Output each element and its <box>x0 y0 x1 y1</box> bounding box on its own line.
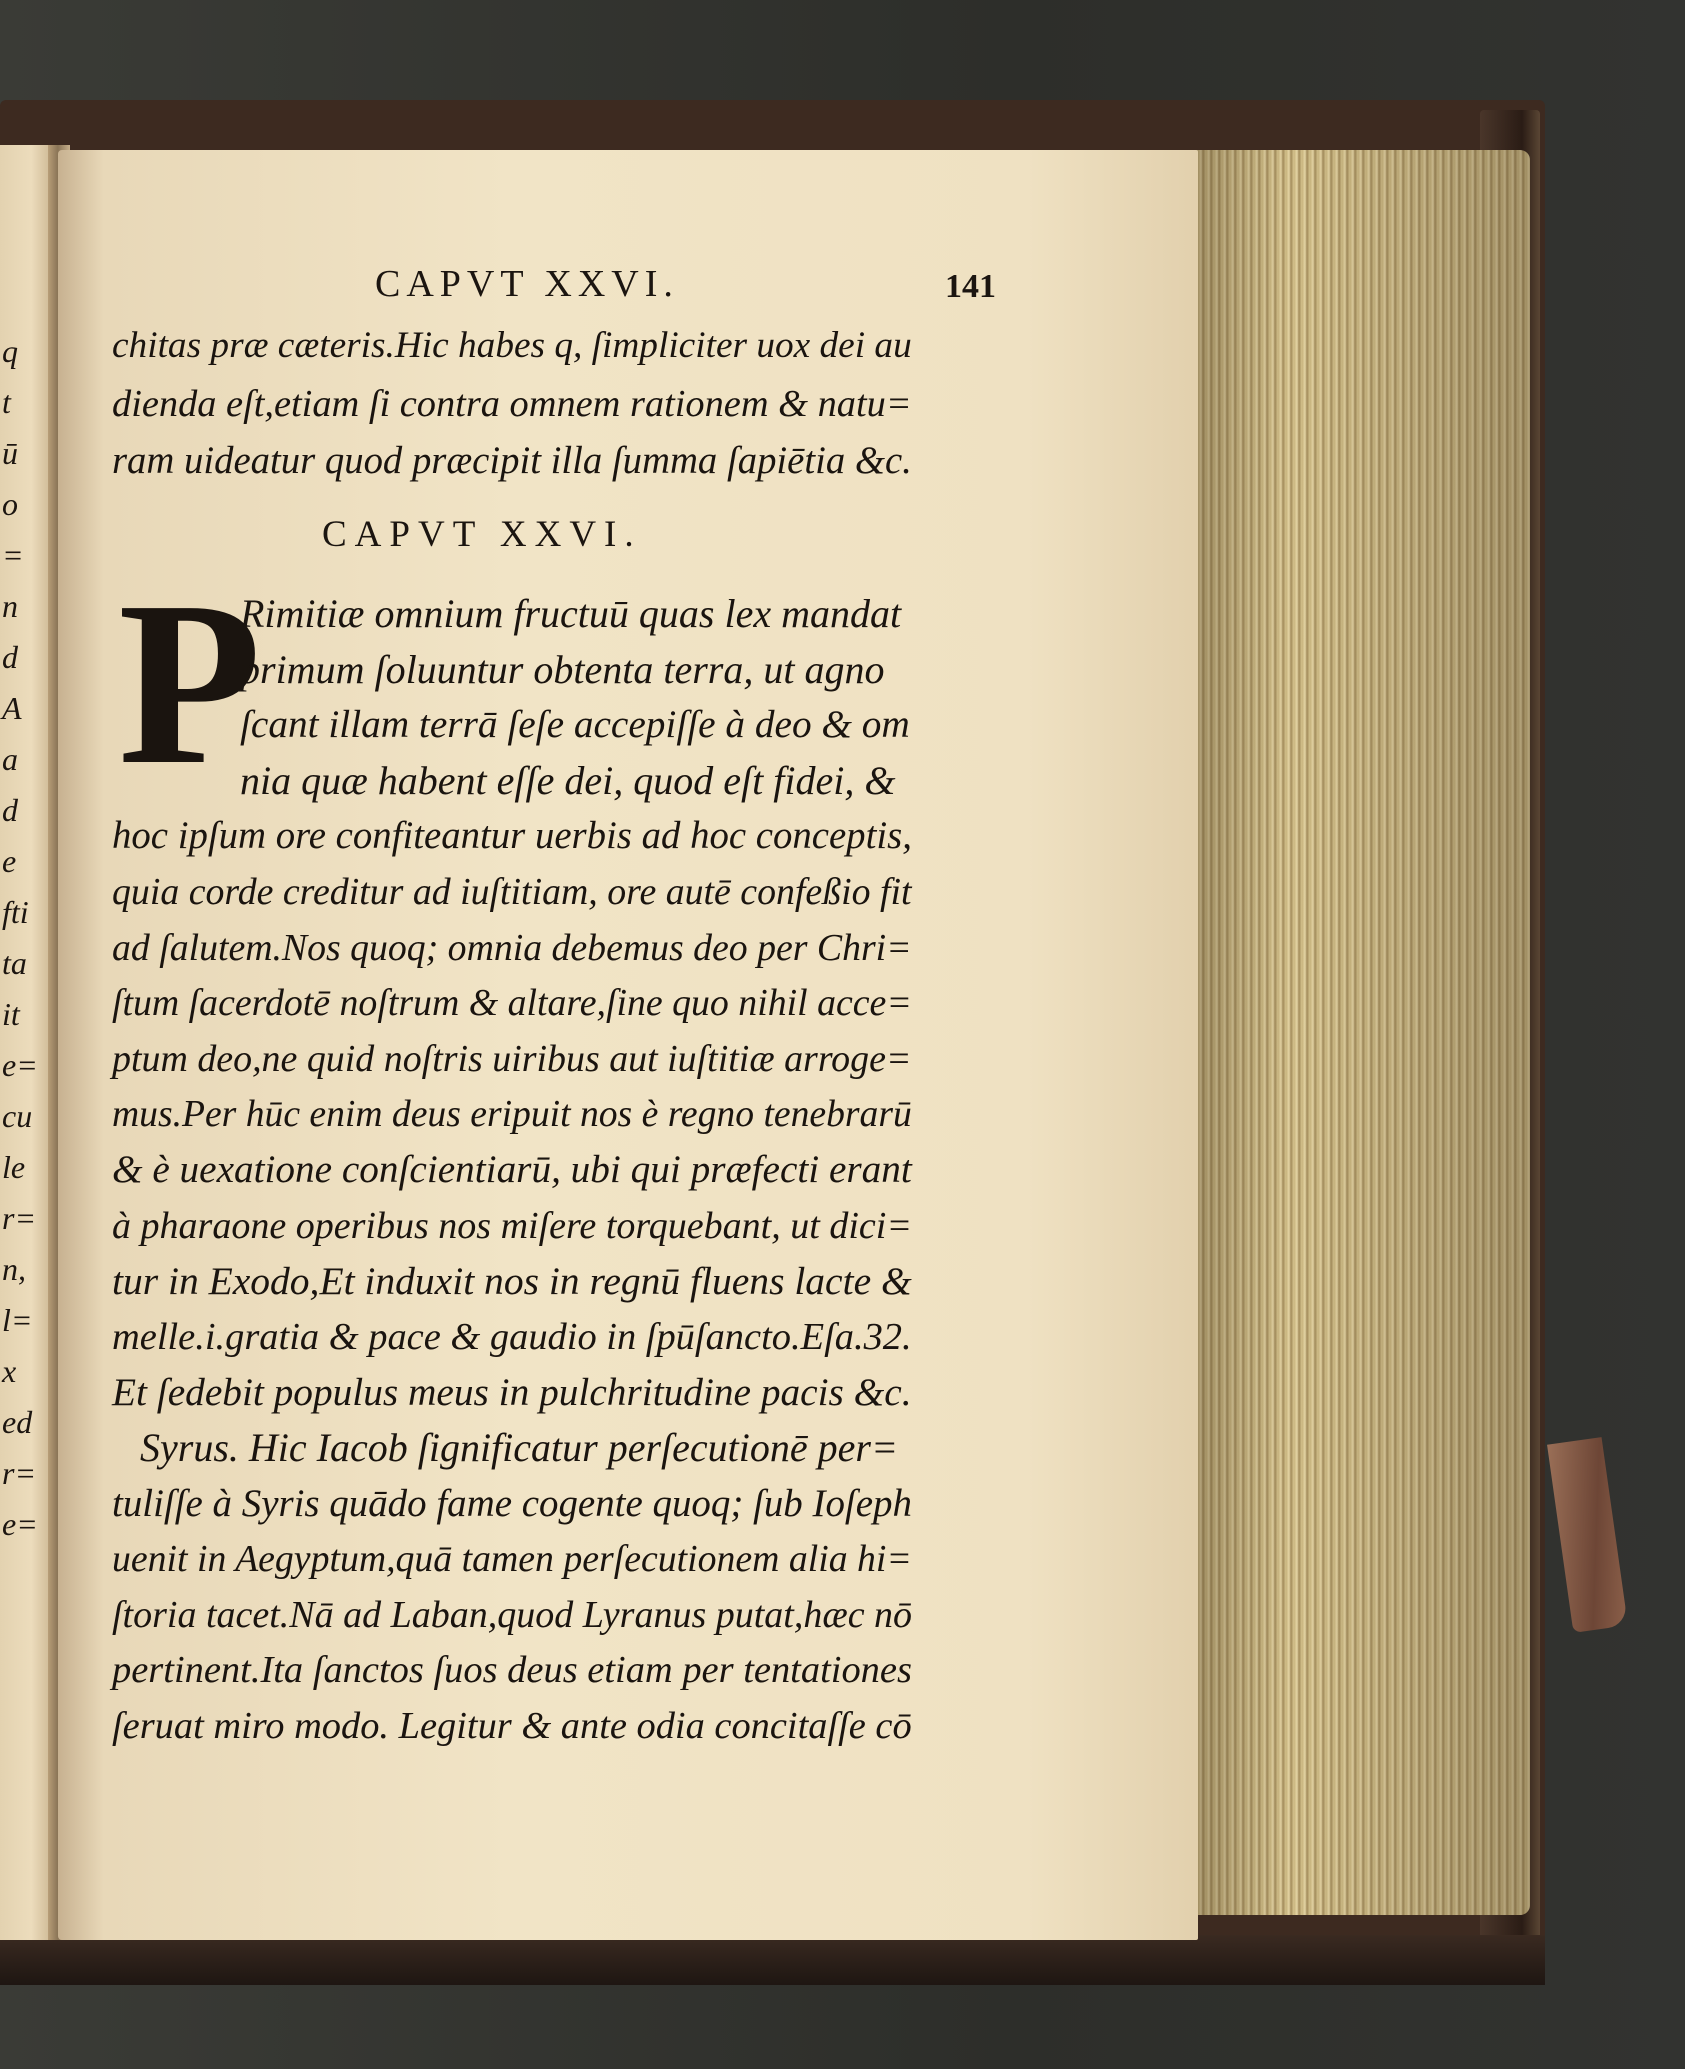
text-line: dienda eſt,etiam ſi contra omnem rationem & natu= <box>112 383 912 425</box>
text-line: chitas præ cæteris.Hic habes q, ſimpliciter uox dei au <box>112 325 912 366</box>
text-line: ſeruat miro modo. Legitur & ante odia concitaſſe cō <box>112 1705 912 1747</box>
left-page-fragment: r= <box>2 1200 37 1236</box>
text-line: quia corde creditur ad iuſtitiam, ore autē confeßio fit <box>112 871 912 913</box>
page-number: 141 <box>945 268 996 305</box>
text-line: ſcant illam terrā ſeſe accepiſſe à deo & om <box>240 703 910 747</box>
left-page-fragment: o <box>2 486 18 522</box>
text-line: & è uexatione conſcientiarū, ubi qui præfecti erant <box>112 1148 912 1191</box>
left-page-fragment: e= <box>2 1506 38 1542</box>
text-line: pertinent.Ita ſanctos ſuos deus etiam per tentationes <box>112 1649 912 1692</box>
left-page-fragment: it <box>2 996 20 1032</box>
left-page-fragment: n, <box>2 1251 26 1287</box>
text-line: nia quæ habent eſſe dei, quod eſt fidei, & <box>240 757 896 803</box>
left-page <box>0 145 52 1940</box>
left-page-fragment: = <box>2 537 24 573</box>
left-page-fragment: fti <box>2 894 29 930</box>
text-line: ſtum ſacerdotē noſtrum & altare,ſine quo nihil acce= <box>112 982 912 1025</box>
left-page-fragment: ed <box>2 1404 33 1440</box>
text-line: ptum deo,ne quid noſtris uiribus aut iuſtitiæ arroge= <box>112 1037 912 1080</box>
left-page-fragment: n <box>2 588 18 624</box>
left-page-fragment: l= <box>2 1302 33 1338</box>
left-page-fragment: ū <box>2 435 18 471</box>
left-page-fragment: e= <box>2 1047 38 1083</box>
text-line: melle.i.gratia & pace & gaudio in ſpūſancto.Eſa.32. <box>112 1315 912 1358</box>
left-page-fragment: A <box>2 690 22 726</box>
text-line: Syrus. Hic Iacob ſignificatur perſecutionē per= <box>140 1425 898 1470</box>
left-page-fragment: t <box>2 384 11 420</box>
left-page-fragment: e <box>2 843 17 879</box>
text-line: ſtoria tacet.Nā ad Laban,quod Lyranus putat,hæc nō <box>112 1593 913 1636</box>
drop-cap: P <box>118 553 262 813</box>
chapter-heading: CAPVT XXVI. <box>322 514 642 555</box>
running-head: CAPVT XXVI. <box>375 263 679 305</box>
text-line: ad ſalutem.Nos quoq; omnia debemus deo per Chri= <box>112 926 912 969</box>
text-line: Rimitiæ omnium fructuū quas lex mandat <box>240 591 902 636</box>
text-line: tur in Exodo,Et induxit nos in regnū fluens lacte & <box>112 1259 912 1304</box>
left-page-fragment: le <box>2 1149 26 1185</box>
cover-bottom-edge <box>0 1935 1545 1985</box>
left-page-fragment: x <box>2 1353 17 1389</box>
left-page-fragment: cu <box>2 1098 33 1134</box>
text-line: Et ſedebit populus meus in pulchritudine pacis &c. <box>112 1370 912 1415</box>
left-page-fragment: ta <box>2 945 27 981</box>
left-page-fragment: d <box>2 639 18 675</box>
text-line: primum ſoluuntur obtenta terra, ut agno <box>240 646 885 692</box>
text-line: hoc ipſum ore confiteantur uerbis ad hoc conceptis, <box>112 814 912 858</box>
text-line: à pharaone operibus nos miſere torquebant, ut dici= <box>112 1204 912 1247</box>
text-line: mus.Per hūc enim deus eripuit nos è regno tenebrarū <box>112 1093 912 1136</box>
left-page-fragment: d <box>2 792 18 828</box>
left-page-fragment: q <box>2 333 18 369</box>
text-line: uenit in Aegyptum,quā tamen perſecutionem alia hi= <box>112 1538 912 1581</box>
text-line: ram uideatur quod præcipit illa ſumma ſapiētia &c. <box>112 440 912 482</box>
left-page-fragment: r= <box>2 1455 37 1491</box>
page-block-fore-edge <box>1190 150 1530 1915</box>
text-line: tuliſſe à Syris quādo fame cogente quoq; ſub Ioſeph <box>112 1481 912 1525</box>
left-page-fragment: a <box>2 741 18 777</box>
